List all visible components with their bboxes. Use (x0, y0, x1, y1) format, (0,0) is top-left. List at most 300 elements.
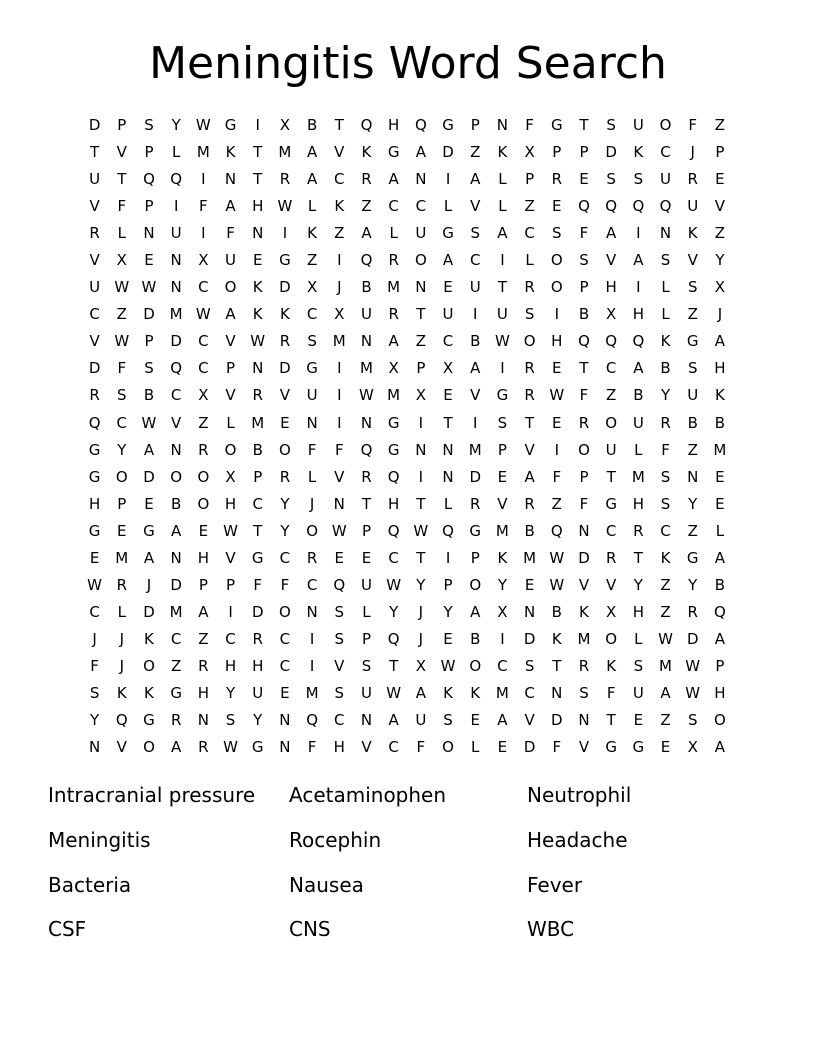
grid-letter[interactable]: R (116, 575, 127, 594)
grid-letter[interactable]: W (114, 278, 130, 297)
grid-letter[interactable]: R (89, 386, 100, 405)
grid-letter[interactable]: X (198, 251, 209, 270)
grid-letter[interactable]: P (497, 440, 507, 459)
grid-letter[interactable]: R (198, 656, 209, 675)
grid-letter[interactable]: F (661, 440, 670, 459)
grid-letter[interactable]: A (225, 197, 236, 216)
grid-letter[interactable]: N (415, 278, 427, 297)
grid-letter[interactable]: R (388, 251, 399, 270)
grid-letter[interactable]: D (523, 629, 536, 648)
grid-letter[interactable]: H (333, 738, 345, 757)
grid-letter[interactable]: V (578, 738, 590, 757)
grid-letter[interactable]: X (279, 116, 291, 135)
grid-letter[interactable]: R (578, 656, 590, 675)
grid-letter[interactable]: F (90, 656, 99, 675)
grid-letter[interactable]: I (500, 251, 505, 270)
grid-letter[interactable]: O (442, 738, 454, 757)
grid-letter[interactable]: U (496, 305, 508, 324)
grid-letter[interactable]: W (549, 575, 565, 594)
grid-letter[interactable]: L (443, 197, 453, 216)
grid-letter[interactable]: P (579, 467, 589, 486)
grid-letter[interactable]: G (686, 548, 699, 567)
grid-letter[interactable]: D (251, 602, 264, 621)
grid-letter[interactable]: Q (414, 116, 427, 135)
grid-letter[interactable]: A (388, 170, 399, 189)
grid-letter[interactable]: S (660, 467, 671, 486)
grid-letter[interactable]: B (578, 305, 590, 324)
grid-letter[interactable]: O (714, 711, 726, 730)
grid-letter[interactable]: H (88, 494, 101, 513)
grid-letter[interactable]: W (413, 521, 429, 540)
grid-letter[interactable]: A (171, 521, 182, 540)
grid-letter[interactable]: I (554, 305, 559, 324)
grid-letter[interactable]: M (169, 602, 183, 621)
grid-letter[interactable]: Z (660, 711, 671, 730)
grid-letter[interactable]: W (685, 656, 701, 675)
grid-letter[interactable]: T (579, 116, 589, 135)
grid-letter[interactable]: D (551, 711, 563, 730)
grid-letter[interactable]: U (632, 413, 644, 432)
grid-letter[interactable]: R (279, 332, 291, 351)
grid-letter[interactable]: L (226, 413, 235, 432)
grid-letter[interactable]: X (198, 386, 209, 405)
grid-letter[interactable]: I (201, 224, 206, 243)
grid-letter[interactable]: S (225, 711, 236, 730)
grid-letter[interactable]: L (117, 224, 126, 243)
grid-letter[interactable]: C (388, 197, 399, 216)
grid-letter[interactable]: E (579, 170, 589, 189)
grid-letter[interactable]: M (196, 143, 210, 162)
grid-letter[interactable]: K (714, 386, 725, 405)
grid-letter[interactable]: S (606, 116, 616, 135)
grid-letter[interactable]: Q (360, 116, 373, 135)
grid-letter[interactable]: C (89, 305, 100, 324)
grid-letter[interactable]: O (523, 332, 536, 351)
grid-letter[interactable]: H (252, 197, 264, 216)
grid-letter[interactable]: P (715, 143, 725, 162)
grid-letter[interactable]: S (497, 413, 508, 432)
grid-letter[interactable]: S (443, 711, 453, 730)
grid-letter[interactable]: C (497, 656, 508, 675)
grid-letter[interactable]: W (331, 521, 347, 540)
grid-letter[interactable]: W (114, 332, 130, 351)
grid-letter[interactable]: K (579, 602, 589, 621)
grid-letter[interactable]: S (361, 656, 372, 675)
grid-letter[interactable]: A (497, 224, 508, 243)
grid-letter[interactable]: N (687, 467, 699, 486)
grid-letter[interactable]: A (606, 224, 617, 243)
grid-letter[interactable]: Z (171, 656, 182, 675)
grid-letter[interactable]: V (334, 467, 345, 486)
grid-letter[interactable]: F (199, 197, 208, 216)
grid-letter[interactable]: L (389, 224, 398, 243)
grid-letter[interactable]: G (387, 440, 400, 459)
grid-letter[interactable]: I (445, 170, 451, 189)
grid-letter[interactable]: Y (416, 575, 426, 594)
grid-letter[interactable]: X (334, 305, 345, 324)
grid-letter[interactable]: S (633, 656, 644, 675)
grid-letter[interactable]: U (89, 278, 101, 297)
grid-letter[interactable]: A (306, 170, 318, 189)
grid-letter[interactable]: X (116, 251, 127, 270)
grid-letter[interactable]: B (633, 386, 644, 405)
grid-letter[interactable]: O (224, 278, 237, 297)
grid-letter[interactable]: M (468, 440, 482, 459)
grid-letter[interactable]: G (442, 116, 454, 135)
grid-letter[interactable]: F (606, 684, 616, 702)
grid-letter[interactable]: Z (334, 224, 345, 243)
grid-letter[interactable]: V (171, 413, 182, 432)
grid-letter[interactable]: V (606, 251, 617, 270)
grid-letter[interactable]: T (443, 413, 453, 432)
grid-letter[interactable]: Z (687, 440, 698, 459)
grid-letter[interactable]: W (386, 575, 402, 594)
grid-letter[interactable]: T (253, 170, 263, 189)
grid-letter[interactable]: T (579, 359, 589, 378)
grid-letter[interactable]: U (415, 224, 427, 243)
grid-letter[interactable]: T (416, 305, 426, 324)
grid-letter[interactable]: R (252, 386, 263, 405)
grid-letter[interactable]: R (578, 413, 590, 432)
grid-letter[interactable]: O (170, 467, 183, 486)
grid-letter[interactable]: M (631, 467, 645, 486)
grid-letter[interactable]: R (524, 386, 535, 405)
grid-letter[interactable]: C (198, 278, 209, 297)
grid-letter[interactable]: S (606, 170, 616, 189)
grid-letter[interactable]: I (309, 629, 315, 648)
grid-letter[interactable]: C (388, 548, 399, 567)
grid-letter[interactable]: C (469, 251, 481, 270)
grid-letter[interactable]: N (143, 224, 155, 243)
grid-letter[interactable]: P (525, 170, 535, 189)
grid-letter[interactable]: I (500, 629, 505, 648)
grid-letter[interactable]: R (524, 359, 535, 378)
grid-letter[interactable]: W (549, 386, 565, 405)
grid-letter[interactable]: K (116, 684, 127, 702)
grid-letter[interactable]: I (337, 413, 342, 432)
grid-letter[interactable]: N (306, 413, 318, 432)
grid-letter[interactable]: D (143, 305, 155, 324)
grid-letter[interactable]: U (89, 170, 101, 189)
grid-letter[interactable]: C (225, 629, 236, 648)
grid-letter[interactable]: Y (497, 575, 507, 594)
grid-letter[interactable]: Y (253, 711, 263, 730)
grid-letter[interactable]: F (416, 738, 426, 757)
grid-letter[interactable]: J (146, 575, 152, 594)
grid-letter[interactable]: B (714, 413, 726, 432)
grid-letter[interactable]: A (633, 251, 644, 270)
grid-letter[interactable]: O (578, 440, 590, 459)
grid-letter[interactable]: C (442, 332, 454, 351)
grid-letter[interactable]: Y (117, 440, 127, 459)
grid-letter[interactable]: P (226, 359, 236, 378)
grid-letter[interactable]: X (606, 602, 617, 621)
grid-letter[interactable]: W (195, 116, 211, 135)
grid-letter[interactable]: H (632, 494, 644, 513)
grid-letter[interactable]: D (279, 278, 291, 297)
grid-letter[interactable]: N (252, 359, 264, 378)
grid-letter[interactable]: R (279, 467, 291, 486)
grid-letter[interactable]: F (307, 738, 317, 757)
grid-letter[interactable]: Q (88, 413, 101, 432)
grid-letter[interactable]: Q (578, 197, 590, 216)
grid-letter[interactable]: J (309, 494, 315, 513)
grid-letter[interactable]: C (605, 359, 617, 378)
grid-letter[interactable]: X (225, 467, 236, 486)
grid-letter[interactable]: C (89, 602, 100, 621)
grid-letter[interactable]: O (469, 656, 482, 675)
grid-letter[interactable]: D (88, 116, 101, 135)
grid-letter[interactable]: N (360, 332, 373, 351)
grid-letter[interactable]: G (251, 738, 264, 757)
grid-letter[interactable]: X (442, 359, 454, 378)
grid-letter[interactable]: R (687, 170, 698, 189)
grid-letter[interactable]: X (687, 738, 698, 757)
grid-letter[interactable]: Q (306, 711, 318, 730)
grid-letter[interactable]: N (279, 711, 291, 730)
grid-letter[interactable]: B (714, 575, 726, 594)
grid-letter[interactable]: L (525, 251, 534, 270)
grid-letter[interactable]: P (470, 548, 480, 567)
grid-letter[interactable]: L (634, 440, 643, 459)
grid-letter[interactable]: I (309, 656, 315, 675)
grid-letter[interactable]: W (359, 386, 374, 405)
grid-letter[interactable]: T (117, 170, 127, 189)
grid-letter[interactable]: G (88, 440, 101, 459)
grid-letter[interactable]: U (605, 440, 617, 459)
grid-letter[interactable]: A (633, 359, 644, 378)
grid-letter[interactable]: F (688, 116, 698, 135)
grid-letter[interactable]: F (307, 440, 317, 459)
grid-letter[interactable]: B (470, 332, 481, 351)
grid-letter[interactable]: C (415, 197, 427, 216)
grid-letter[interactable]: K (144, 684, 154, 702)
grid-letter[interactable]: C (306, 575, 318, 594)
grid-letter[interactable]: K (144, 629, 154, 648)
grid-letter[interactable]: G (686, 332, 699, 351)
grid-letter[interactable]: E (252, 251, 263, 270)
grid-letter[interactable]: L (471, 738, 480, 757)
grid-letter[interactable]: P (579, 278, 589, 297)
grid-letter[interactable]: T (416, 494, 426, 513)
grid-letter[interactable]: W (658, 629, 673, 648)
grid-letter[interactable]: T (497, 278, 507, 297)
grid-letter[interactable]: Z (306, 251, 318, 270)
grid-letter[interactable]: W (549, 548, 565, 567)
grid-letter[interactable]: C (524, 224, 535, 243)
grid-letter[interactable]: K (361, 143, 372, 162)
grid-letter[interactable]: W (440, 656, 456, 675)
grid-letter[interactable]: A (361, 224, 372, 243)
grid-letter[interactable]: A (143, 440, 155, 459)
grid-letter[interactable]: O (279, 602, 291, 621)
grid-letter[interactable]: N (496, 116, 509, 135)
grid-letter[interactable]: N (551, 684, 563, 702)
grid-letter[interactable]: Y (633, 575, 643, 594)
grid-letter[interactable]: L (117, 602, 126, 621)
grid-letter[interactable]: C (170, 629, 182, 648)
grid-letter[interactable]: D (605, 143, 617, 162)
grid-letter[interactable]: B (361, 278, 372, 297)
grid-letter[interactable]: R (551, 170, 562, 189)
grid-letter[interactable]: A (714, 548, 726, 567)
grid-letter[interactable]: R (252, 629, 263, 648)
grid-letter[interactable]: G (496, 386, 509, 405)
grid-letter[interactable]: B (143, 386, 155, 405)
grid-letter[interactable]: G (88, 521, 101, 540)
grid-letter[interactable]: S (687, 359, 698, 378)
grid-letter[interactable]: H (388, 494, 400, 513)
grid-letter[interactable]: R (524, 494, 535, 513)
grid-letter[interactable]: G (224, 116, 237, 135)
grid-letter[interactable]: Q (659, 197, 672, 216)
grid-letter[interactable]: O (115, 467, 128, 486)
grid-letter[interactable]: G (469, 521, 482, 540)
grid-letter[interactable]: A (171, 738, 182, 757)
grid-letter[interactable]: N (659, 224, 672, 243)
grid-letter[interactable]: Z (361, 197, 372, 216)
grid-letter[interactable]: Q (605, 332, 618, 351)
grid-letter[interactable]: X (524, 143, 535, 162)
grid-letter[interactable]: C (170, 386, 182, 405)
grid-letter[interactable]: M (495, 521, 509, 540)
grid-letter[interactable]: T (253, 521, 263, 540)
grid-letter[interactable]: B (470, 629, 481, 648)
grid-letter[interactable]: K (497, 143, 508, 162)
grid-letter[interactable]: C (306, 305, 318, 324)
grid-letter[interactable]: I (500, 359, 505, 378)
grid-letter[interactable]: U (360, 305, 372, 324)
grid-letter[interactable]: W (277, 197, 293, 216)
grid-letter[interactable]: L (443, 494, 453, 513)
grid-letter[interactable]: A (388, 332, 399, 351)
grid-letter[interactable]: C (279, 656, 291, 675)
grid-letter[interactable]: W (223, 738, 238, 757)
grid-letter[interactable]: W (87, 575, 103, 594)
grid-letter[interactable]: S (687, 711, 698, 730)
grid-letter[interactable]: V (89, 251, 100, 270)
grid-letter[interactable]: V (116, 738, 127, 757)
grid-letter[interactable]: R (660, 413, 671, 432)
grid-letter[interactable]: V (470, 197, 481, 216)
grid-letter[interactable]: P (715, 656, 725, 675)
grid-letter[interactable]: N (170, 278, 182, 297)
grid-letter[interactable]: G (279, 251, 291, 270)
grid-letter[interactable]: N (360, 413, 373, 432)
grid-letter[interactable]: A (470, 602, 481, 621)
grid-letter[interactable]: L (661, 305, 670, 324)
grid-letter[interactable]: T (552, 656, 562, 675)
grid-letter[interactable]: D (523, 738, 536, 757)
grid-letter[interactable]: F (579, 386, 589, 405)
grid-letter[interactable]: G (143, 711, 155, 730)
grid-letter[interactable]: L (307, 467, 317, 486)
grid-letter[interactable]: G (170, 684, 182, 702)
grid-letter[interactable]: F (334, 440, 344, 459)
grid-letter[interactable]: Q (360, 440, 373, 459)
grid-letter[interactable]: I (445, 548, 451, 567)
grid-letter[interactable]: L (715, 521, 725, 540)
grid-letter[interactable]: A (388, 711, 399, 730)
grid-letter[interactable]: G (251, 548, 264, 567)
grid-letter[interactable]: S (633, 170, 644, 189)
grid-letter[interactable]: X (306, 278, 318, 297)
grid-letter[interactable]: N (415, 170, 427, 189)
grid-letter[interactable]: R (605, 548, 617, 567)
grid-letter[interactable]: G (442, 224, 454, 243)
grid-letter[interactable]: G (143, 521, 155, 540)
grid-letter[interactable]: K (660, 332, 671, 351)
grid-letter[interactable]: M (305, 684, 319, 702)
grid-letter[interactable]: Y (280, 521, 290, 540)
grid-letter[interactable]: G (550, 116, 563, 135)
grid-letter[interactable]: B (306, 116, 318, 135)
grid-letter[interactable]: O (550, 278, 563, 297)
grid-letter[interactable]: E (117, 521, 127, 540)
grid-letter[interactable]: B (660, 359, 671, 378)
grid-letter[interactable]: O (197, 494, 210, 513)
grid-letter[interactable]: M (359, 359, 373, 378)
grid-letter[interactable]: E (552, 197, 562, 216)
grid-letter[interactable]: C (279, 548, 291, 567)
grid-letter[interactable]: Z (687, 521, 698, 540)
grid-letter[interactable]: E (443, 629, 453, 648)
grid-letter[interactable]: O (143, 656, 155, 675)
grid-letter[interactable]: Y (660, 386, 671, 405)
grid-letter[interactable]: Q (632, 332, 645, 351)
grid-letter[interactable]: S (660, 251, 671, 270)
grid-letter[interactable]: Z (551, 494, 562, 513)
grid-letter[interactable]: U (660, 170, 672, 189)
grid-letter[interactable]: L (498, 170, 507, 189)
grid-letter[interactable]: L (634, 629, 643, 648)
grid-letter[interactable]: H (197, 548, 209, 567)
grid-letter[interactable]: U (225, 251, 237, 270)
grid-letter[interactable]: A (198, 602, 209, 621)
grid-letter[interactable]: Q (170, 359, 183, 378)
grid-letter[interactable]: I (337, 359, 342, 378)
grid-letter[interactable]: V (606, 575, 617, 594)
grid-letter[interactable]: Z (415, 332, 426, 351)
grid-letter[interactable]: P (253, 467, 263, 486)
grid-letter[interactable]: N (442, 467, 454, 486)
grid-letter[interactable]: C (388, 738, 399, 757)
grid-letter[interactable]: P (579, 143, 589, 162)
grid-letter[interactable]: V (714, 197, 726, 216)
grid-letter[interactable]: N (306, 602, 318, 621)
grid-letter[interactable]: S (307, 332, 317, 351)
grid-letter[interactable]: E (715, 170, 725, 189)
grid-letter[interactable]: A (143, 548, 155, 567)
grid-letter[interactable]: L (171, 143, 181, 162)
grid-letter[interactable]: A (714, 738, 726, 757)
grid-letter[interactable]: U (252, 684, 264, 702)
grid-letter[interactable]: M (523, 548, 537, 567)
grid-letter[interactable]: A (470, 359, 481, 378)
grid-letter[interactable]: V (470, 386, 481, 405)
grid-letter[interactable]: Q (115, 711, 128, 730)
grid-letter[interactable]: K (660, 548, 671, 567)
grid-letter[interactable]: J (418, 602, 424, 621)
grid-letter[interactable]: T (389, 656, 399, 675)
grid-letter[interactable]: V (687, 251, 698, 270)
grid-letter[interactable]: N (170, 548, 182, 567)
grid-letter[interactable]: D (170, 332, 182, 351)
grid-letter[interactable]: Y (389, 602, 399, 621)
grid-letter[interactable]: R (633, 521, 644, 540)
grid-letter[interactable]: U (360, 575, 372, 594)
grid-letter[interactable]: X (714, 278, 726, 297)
